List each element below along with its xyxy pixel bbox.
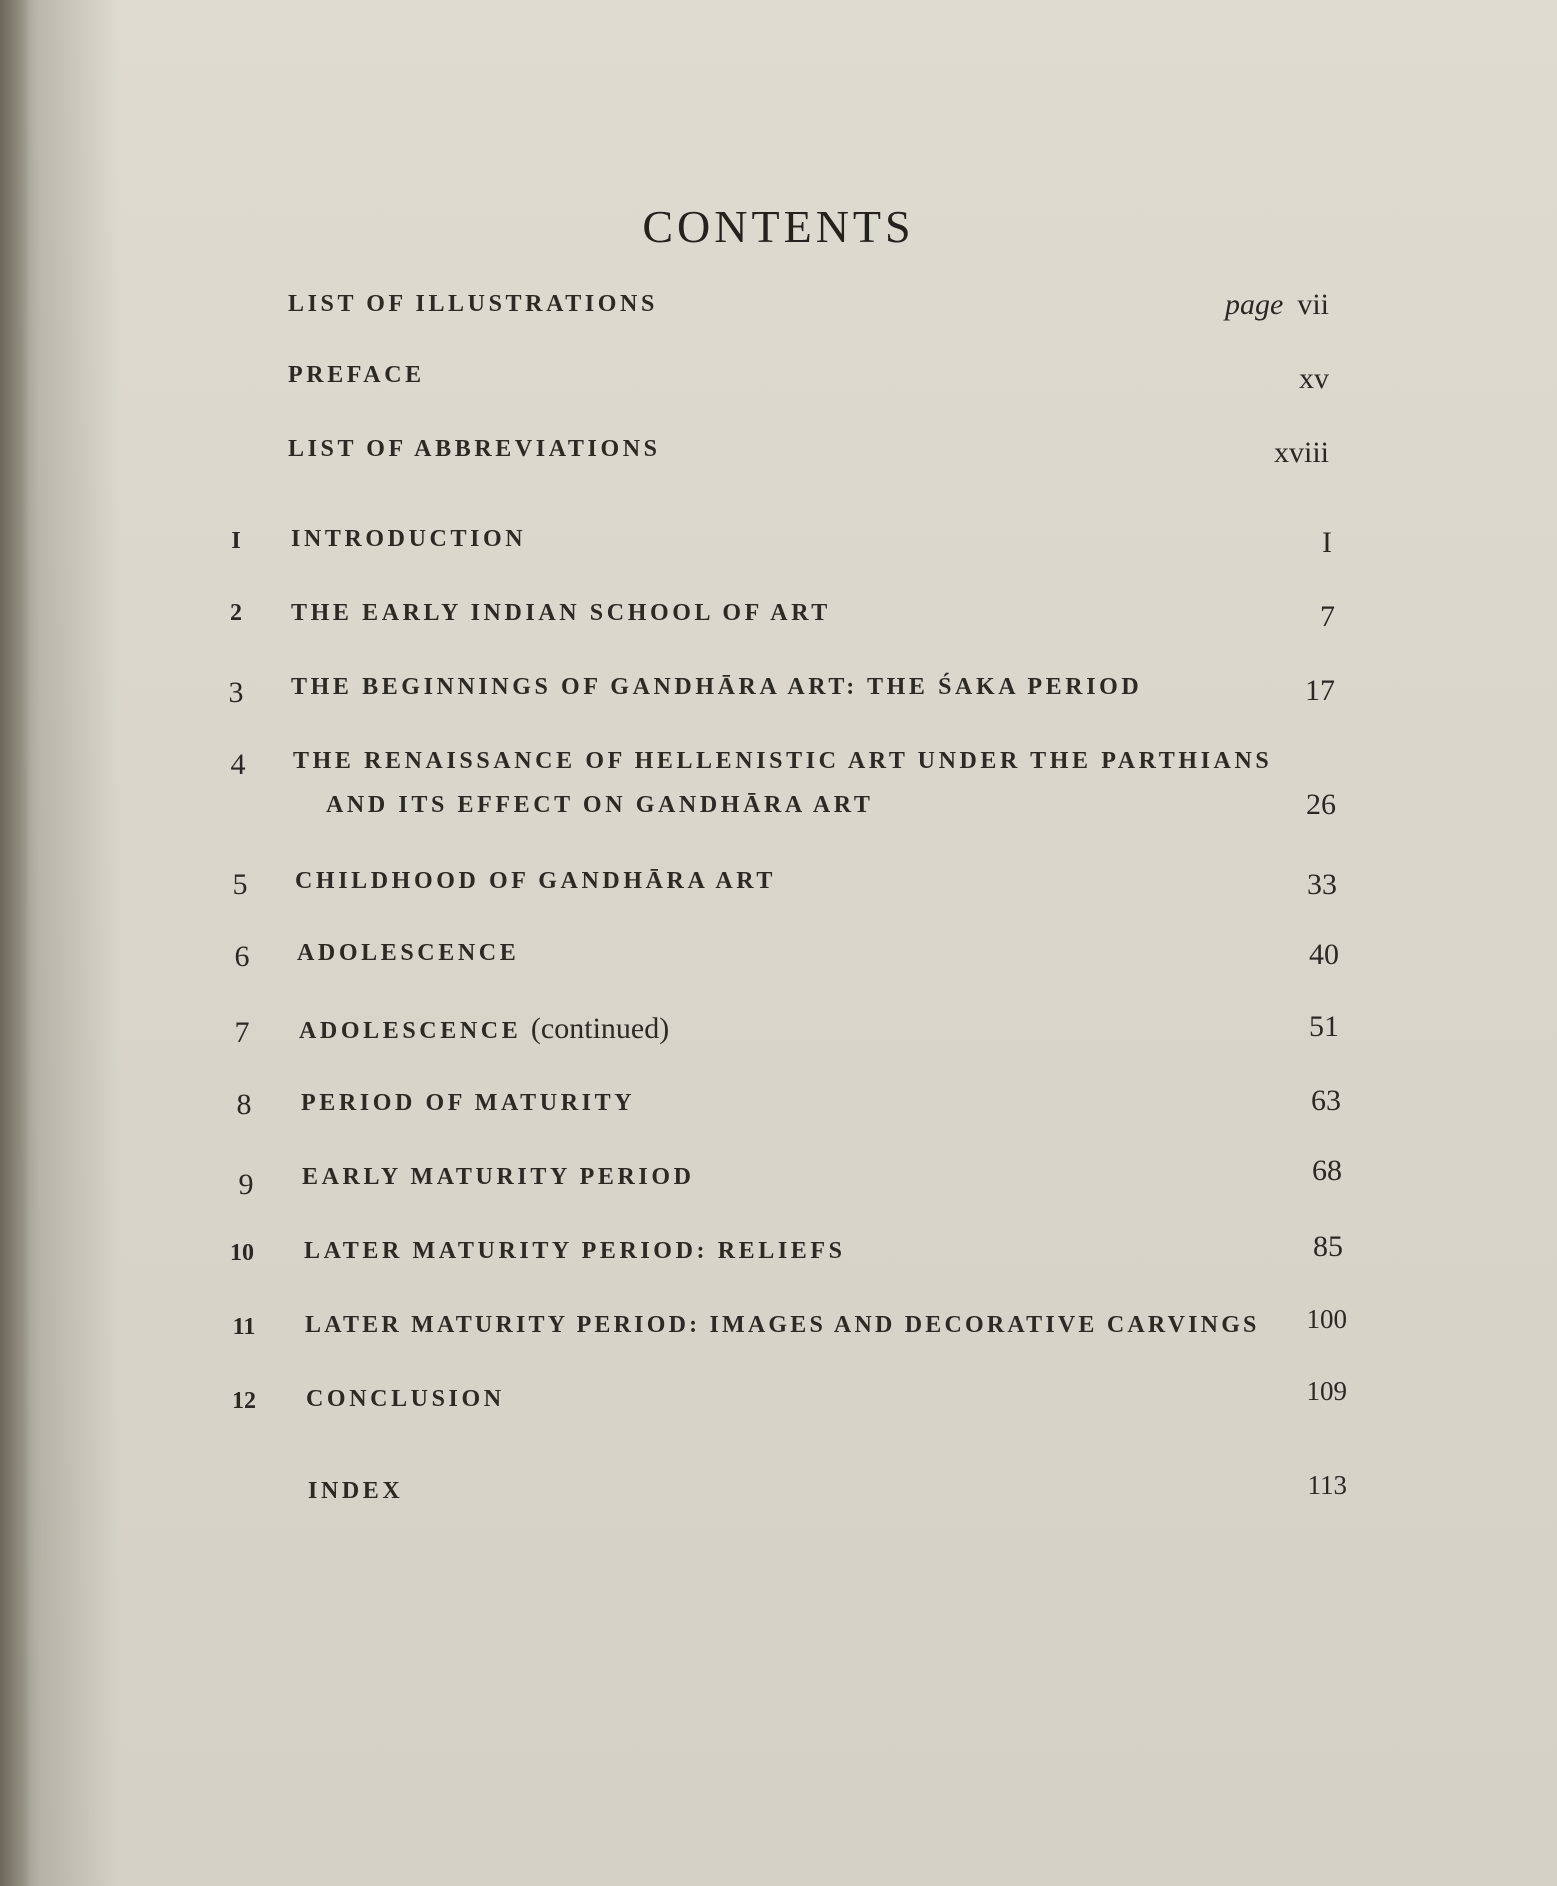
toc-entry-label: ADOLESCENCE (continued) xyxy=(299,1012,670,1045)
toc-entry-label: CONCLUSION xyxy=(306,1386,505,1412)
page-title: CONTENTS xyxy=(642,201,915,252)
toc-entry-label: INDEX xyxy=(308,1478,404,1504)
toc-entry-label: THE RENAISSANCE OF HELLENISTIC ART UNDER THE PARTHIANS xyxy=(293,748,1273,774)
toc-entry-number: 6 xyxy=(234,940,250,973)
toc-entry-page: 33 xyxy=(1307,868,1337,901)
toc-entry xyxy=(0,288,1557,348)
toc-entry-number: 5 xyxy=(232,868,248,901)
page-prefix: page xyxy=(1225,288,1284,321)
toc-entry-number: 3 xyxy=(228,676,244,709)
toc-entry-page: 26 xyxy=(1306,788,1336,821)
toc-entry xyxy=(0,866,1557,926)
toc-entry-label: LIST OF ILLUSTRATIONS xyxy=(288,291,658,317)
toc-entry-label: LIST OF ABBREVIATIONS xyxy=(288,436,661,462)
toc-entry xyxy=(0,1230,1557,1294)
toc-entry-label: THE EARLY INDIAN SCHOOL OF ART xyxy=(291,600,831,626)
toc-entry xyxy=(0,1010,1557,1070)
toc-entry-label: INTRODUCTION xyxy=(291,526,527,552)
toc-entry xyxy=(0,1304,1557,1368)
toc-entry-page: xv xyxy=(1299,362,1329,395)
toc-entry-number: 9 xyxy=(238,1168,254,1201)
toc-entry xyxy=(0,524,1557,584)
toc-entry-label: LATER MATURITY PERIOD: RELIEFS xyxy=(304,1238,846,1264)
toc-entry-number: 8 xyxy=(236,1088,252,1121)
toc-entry-page: 40 xyxy=(1309,938,1339,971)
toc-entry-number: I xyxy=(231,528,241,554)
toc-entry-number: 10 xyxy=(230,1240,254,1266)
toc-entry xyxy=(0,938,1557,998)
toc-entry xyxy=(0,1086,1557,1146)
toc-entry-page: xviii xyxy=(1273,436,1329,469)
toc-entry-page: 85 xyxy=(1313,1230,1343,1263)
toc-entry-label-line2: AND ITS EFFECT ON GANDHĀRA ART xyxy=(326,792,874,818)
toc-entry xyxy=(0,434,1557,494)
toc-entry-label: EARLY MATURITY PERIOD xyxy=(302,1164,695,1190)
toc-entry-label: THE BEGINNINGS OF GANDHĀRA ART: THE ŚAKA PERIOD xyxy=(291,674,1143,700)
toc-entry-label: ADOLESCENCE xyxy=(297,940,520,966)
toc-entry-page: I xyxy=(1322,526,1332,559)
toc-entry-page: 63 xyxy=(1311,1084,1341,1117)
toc-entry-page: 7 xyxy=(1320,600,1335,633)
toc-entry-page: page vii xyxy=(1225,288,1329,321)
toc-entry xyxy=(0,1154,1557,1220)
toc-entry-page: 17 xyxy=(1305,674,1335,707)
toc-entry xyxy=(0,360,1557,420)
toc-entry-number: 4 xyxy=(230,748,246,781)
toc-entry xyxy=(0,672,1557,732)
toc-entry-label: CHILDHOOD OF GANDHĀRA ART xyxy=(295,868,776,894)
toc-entry-label-suffix: (continued) xyxy=(530,1012,670,1045)
toc-entry-label: PERIOD OF MATURITY xyxy=(301,1090,636,1116)
toc-entry xyxy=(0,1376,1557,1442)
toc-entry-page: 100 xyxy=(1306,1304,1347,1334)
toc-entry-label: PREFACE xyxy=(288,362,425,388)
toc-entry-page: 68 xyxy=(1312,1154,1342,1187)
toc-entry-page: 51 xyxy=(1309,1010,1339,1043)
toc-entry-number: 7 xyxy=(234,1016,250,1049)
toc-entry-page: 109 xyxy=(1306,1376,1347,1406)
toc-entry xyxy=(0,746,1557,846)
toc-entry xyxy=(0,1470,1557,1534)
toc-entry-page: 113 xyxy=(1307,1470,1347,1500)
toc-entry-number: 12 xyxy=(232,1388,256,1414)
toc-entry xyxy=(0,598,1557,658)
toc-entry-number: 11 xyxy=(232,1314,256,1340)
toc-entry-label: LATER MATURITY PERIOD: IMAGES AND DECORATIVE CARVINGS xyxy=(305,1312,1260,1338)
toc-entry-number: 2 xyxy=(230,600,242,626)
